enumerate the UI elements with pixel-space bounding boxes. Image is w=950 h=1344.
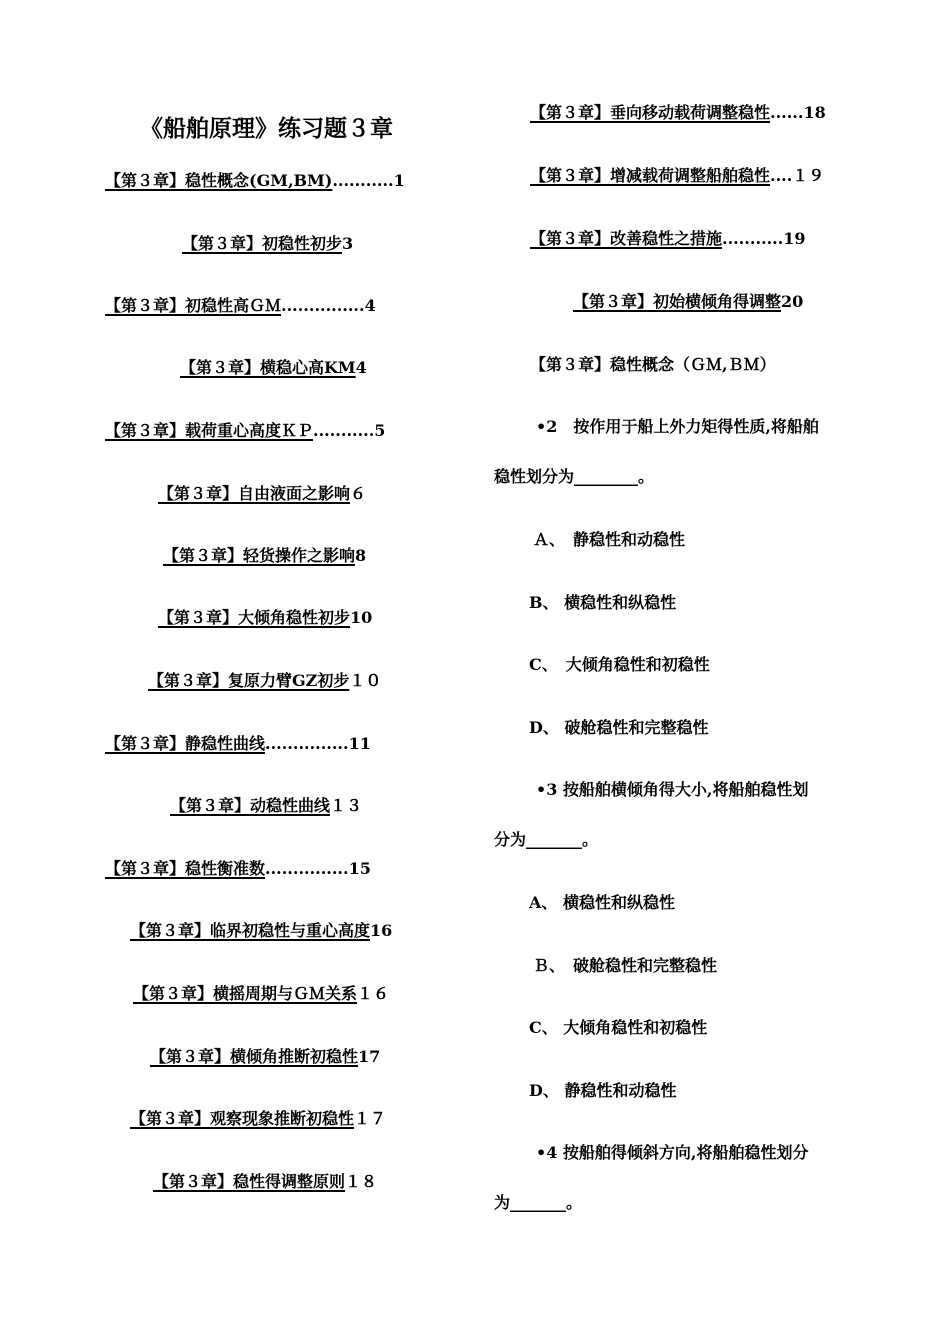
toc-entry[interactable]: [153, 1171, 377, 1193]
toc-entry-page: ......18: [770, 103, 826, 122]
toc-entry-label: 【第３章】初稳性初步: [182, 234, 343, 253]
toc-entry-page: 20: [781, 292, 804, 311]
toc-entry-page: ...............15: [265, 859, 371, 878]
toc-entry-label: 【第３章】轻货操作之影响: [163, 546, 356, 565]
toc-entry-page: 3: [342, 234, 354, 253]
toc-entry[interactable]: [182, 233, 353, 255]
question-4-stem: •4 按船舶得倾斜方向,将船舶稳性划分: [536, 1143, 809, 1162]
toc-entry[interactable]: [158, 483, 366, 505]
toc-entry-label: 【第３章】自由液面之影响: [158, 484, 351, 503]
toc-entry-page: 10: [350, 608, 373, 627]
toc-entry[interactable]: [105, 733, 371, 755]
option-b[interactable]: B、 横稳性和纵稳性: [529, 593, 677, 612]
toc-entry[interactable]: [130, 920, 392, 942]
question-2-stem-cont: 稳性划分为________。: [494, 467, 655, 486]
toc-entry-page: ....１９: [770, 166, 825, 185]
toc-entry-label: 【第３章】稳性衡准数: [105, 859, 266, 878]
option-c[interactable]: C、 大倾角稳性和初稳性: [529, 1018, 708, 1037]
toc-entry[interactable]: [105, 858, 371, 880]
toc-entry-label: 【第３章】垂向移动载荷调整稳性: [530, 103, 771, 122]
toc-entry-page: ...............11: [265, 734, 371, 753]
toc-entry-page: １３: [330, 796, 363, 815]
toc-entry-page: 17: [358, 1047, 381, 1066]
toc-entry-label: 【第３章】改善稳性之措施: [530, 229, 723, 248]
question-4-stem-cont: 为_______。: [494, 1193, 583, 1212]
toc-entry[interactable]: [148, 670, 381, 692]
toc-entry[interactable]: [105, 295, 376, 317]
toc-entry-label: 【第３章】大倾角稳性初步: [158, 608, 351, 627]
toc-entry[interactable]: [133, 983, 389, 1005]
toc-entry-page: ...........1: [332, 171, 405, 190]
toc-entry-label: 【第３章】增减载荷调整船舶稳性: [530, 166, 771, 185]
toc-entry-page: 4: [355, 358, 367, 377]
toc-entry-page: １８: [345, 1172, 378, 1191]
question-3-stem-cont: 分为_______。: [494, 830, 599, 849]
option-c[interactable]: C、 大倾角稳性和初稳性: [529, 655, 710, 674]
toc-entry[interactable]: [530, 165, 824, 187]
toc-entry[interactable]: [163, 545, 366, 567]
toc-entry-label: 【第３章】动稳性曲线: [170, 796, 331, 815]
option-d[interactable]: D、 静稳性和动稳性: [529, 1081, 677, 1100]
toc-entry-label: 【第３章】稳性得调整原则: [153, 1172, 346, 1191]
question-2-stem: •2 按作用于船上外力矩得性质,将船舶: [536, 417, 819, 436]
toc-entry[interactable]: [130, 1108, 386, 1130]
option-b[interactable]: Ｂ、 破舱稳性和完整稳性: [533, 956, 718, 975]
toc-entry[interactable]: [530, 102, 826, 124]
toc-entry-label: 【第３章】横稳心高KM: [180, 358, 356, 377]
section-heading: 【第３章】稳性概念（ＧＭ,ＢＭ）: [530, 355, 776, 374]
page-title: 《船舶原理》练习题３章: [140, 116, 393, 142]
toc-entry[interactable]: [573, 291, 803, 313]
option-a[interactable]: Ａ、 静稳性和动稳性: [533, 530, 686, 549]
option-a[interactable]: A、 横稳性和纵稳性: [529, 893, 675, 912]
toc-entry[interactable]: [105, 170, 405, 192]
toc-entry-page: １６: [357, 984, 390, 1003]
toc-entry-label: 【第３章】静稳性曲线: [105, 734, 266, 753]
toc-entry[interactable]: [170, 795, 362, 817]
toc-entry[interactable]: [180, 357, 367, 379]
toc-entry[interactable]: [105, 420, 385, 442]
toc-entry[interactable]: [150, 1046, 380, 1068]
toc-entry-label: 【第３章】稳性概念(GM,BM): [105, 171, 333, 190]
toc-entry-page: ...............4: [281, 296, 376, 315]
question-3-stem: •3 按船舶横倾角得大小,将船舶稳性划: [536, 780, 809, 799]
toc-entry-label: 【第３章】临界初稳性与重心高度: [130, 921, 371, 940]
toc-entry-label: 【第３章】初稳性高ＧＭ: [105, 296, 282, 315]
toc-entry-label: 【第３章】横倾角推断初稳性: [150, 1047, 359, 1066]
toc-entry[interactable]: [530, 228, 806, 250]
toc-entry-page: １０: [349, 671, 382, 690]
toc-entry-page: 8: [355, 546, 367, 565]
option-d[interactable]: D、 破舱稳性和完整稳性: [529, 718, 709, 737]
toc-entry-label: 【第３章】横摇周期与ＧＭ关系: [133, 984, 358, 1003]
toc-entry-label: 【第３章】观察现象推断初稳性: [130, 1109, 355, 1128]
toc-entry[interactable]: [158, 607, 372, 629]
toc-entry-page: 16: [370, 921, 393, 940]
toc-entry-page: １７: [354, 1109, 387, 1128]
toc-entry-page: ...........19: [722, 229, 806, 248]
toc-entry-label: 【第３章】初始横倾角得调整: [573, 292, 782, 311]
toc-entry-page: ６: [350, 484, 367, 503]
toc-entry-label: 【第３章】复原力臂GZ初步: [148, 671, 350, 690]
toc-entry-label: 【第３章】载荷重心高度ＫＰ: [105, 421, 314, 440]
toc-entry-page: ...........5: [313, 421, 386, 440]
